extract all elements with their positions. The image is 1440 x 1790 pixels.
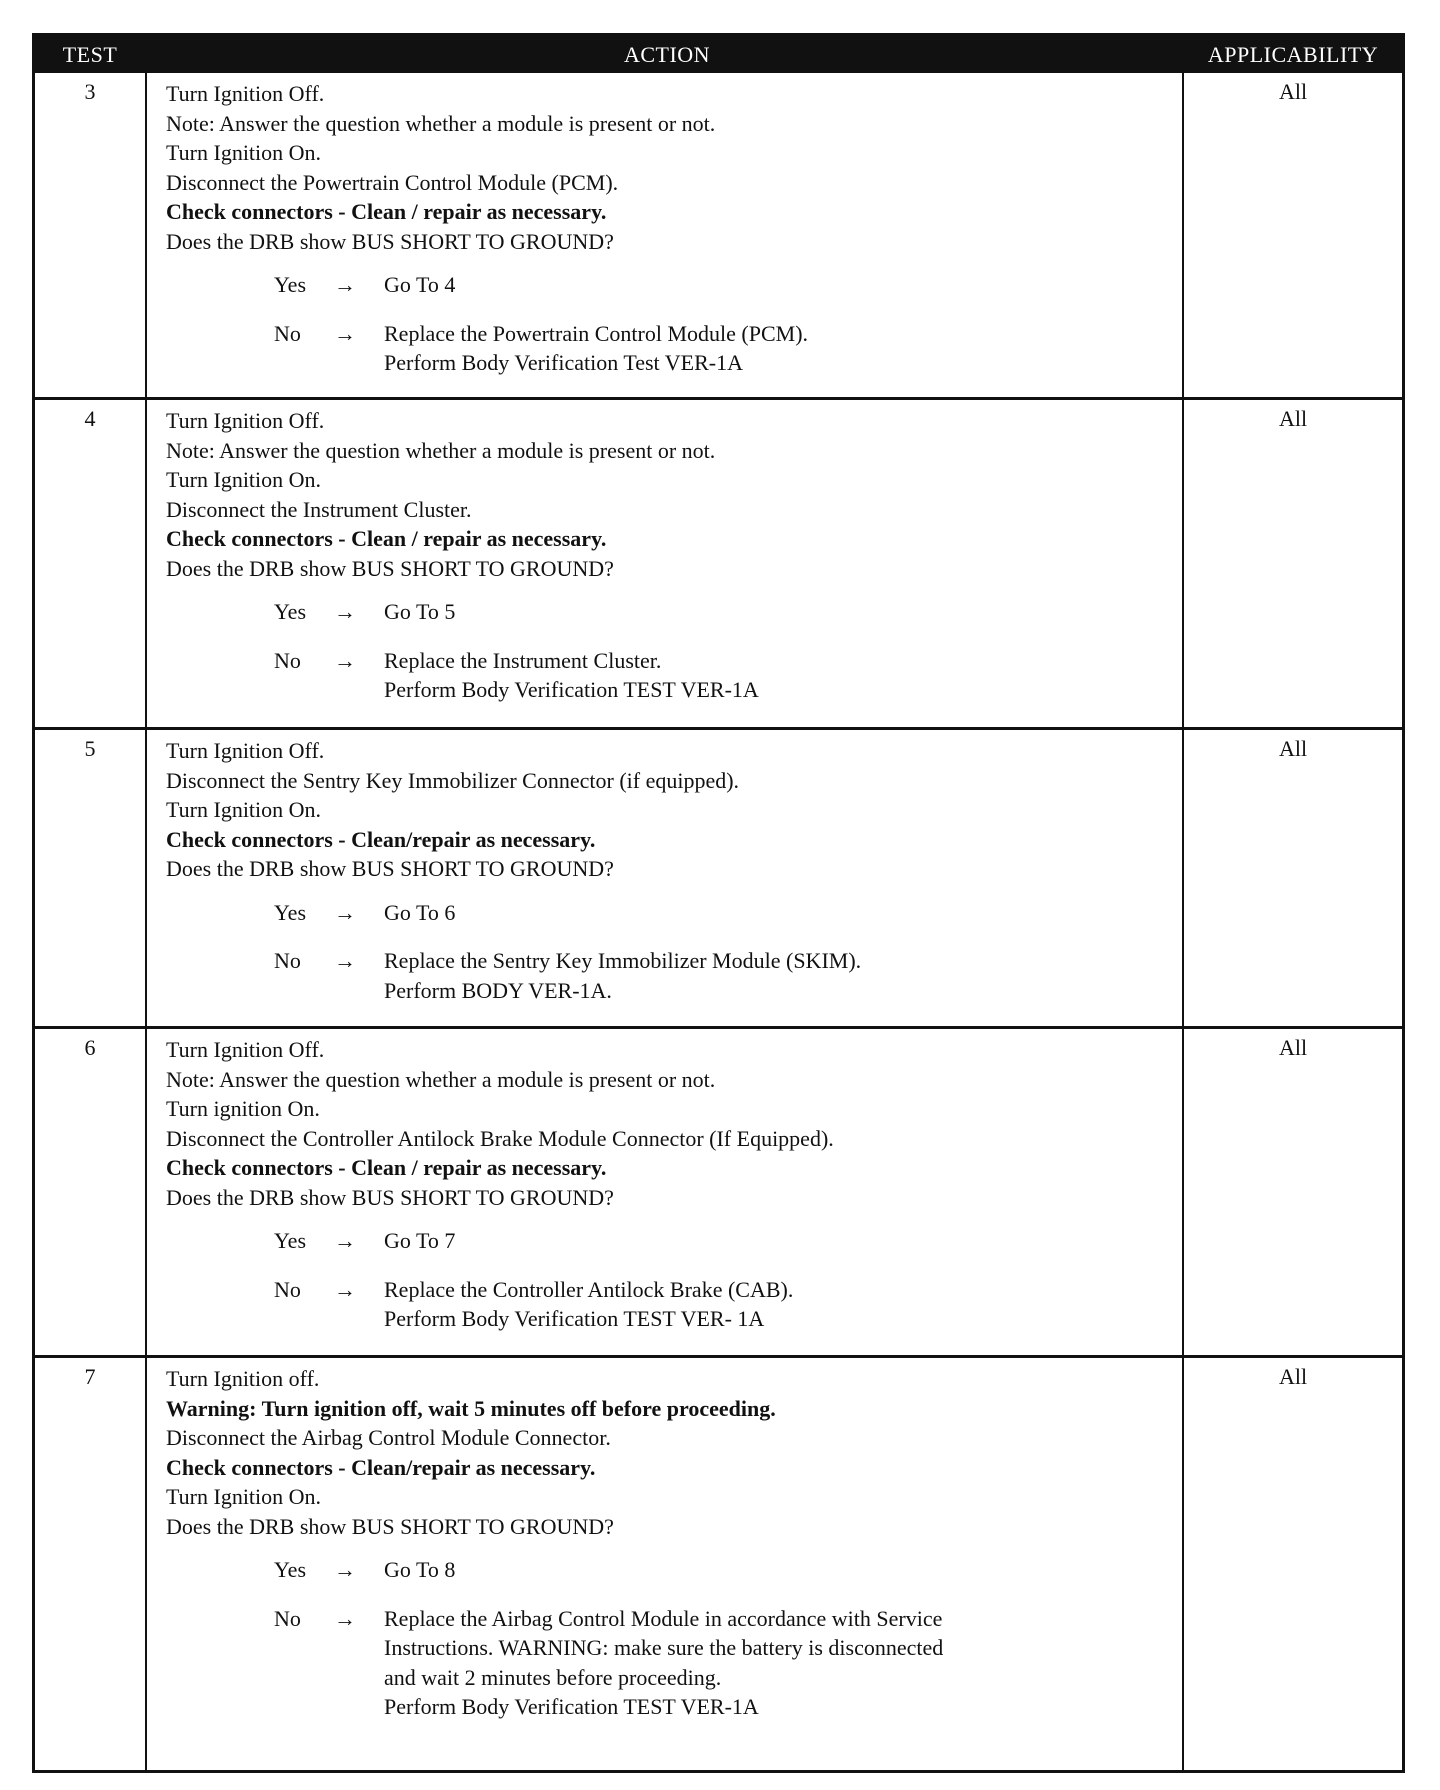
action-step: Turn ignition On. bbox=[166, 1096, 320, 1121]
no-result-line: Perform Body Verification TEST VER- 1A bbox=[384, 1306, 765, 1331]
choices bbox=[274, 898, 1166, 1006]
action-cell bbox=[166, 1035, 1166, 1334]
no-result-line: and wait 2 minutes before proceeding. bbox=[384, 1664, 722, 1690]
yes-result bbox=[384, 1226, 1166, 1256]
test-number: 7 bbox=[84, 1364, 96, 1389]
action-step: Does the DRB show BUS SHORT TO GROUND? bbox=[166, 555, 614, 581]
action-step-bold: Check connectors - Clean/repair as necessary. bbox=[166, 1454, 596, 1480]
action-step-bold: Check connectors - Clean / repair as necessary. bbox=[166, 526, 607, 551]
action-cell bbox=[166, 1364, 1166, 1722]
action-step: Does the DRB show BUS SHORT TO GROUND? bbox=[166, 1184, 614, 1210]
no-result-line: Perform Body Verification TEST VER-1A bbox=[384, 677, 759, 702]
yes-result-line: Go To 5 bbox=[384, 599, 456, 624]
arrow-icon: → bbox=[334, 948, 356, 973]
no-branch bbox=[274, 1275, 1166, 1334]
yes-result-line: Go To 4 bbox=[384, 272, 456, 297]
arrow-icon: → bbox=[334, 1605, 356, 1631]
table-row bbox=[35, 1029, 1402, 1358]
arrow-icon: → bbox=[334, 1228, 356, 1253]
action-step: Does the DRB show BUS SHORT TO GROUND? bbox=[166, 856, 614, 881]
test-number: 4 bbox=[84, 406, 96, 431]
no-result bbox=[384, 1604, 1166, 1722]
no-label: No bbox=[274, 647, 301, 673]
header-applicability: APPLICABILITY bbox=[1207, 42, 1379, 67]
yes-label: Yes bbox=[274, 272, 307, 297]
no-result bbox=[384, 646, 1166, 705]
yes-label: Yes bbox=[274, 1557, 307, 1582]
action-cell bbox=[166, 79, 1166, 378]
action-step: Note: Answer the question whether a module is present or not. bbox=[166, 1066, 716, 1092]
yes-branch bbox=[274, 270, 1166, 300]
yes-result bbox=[384, 1555, 1166, 1585]
action-step: Turn Ignition On. bbox=[166, 467, 322, 492]
no-label: No bbox=[274, 320, 301, 346]
action-step: Disconnect the Airbag Control Module Connector. bbox=[166, 1425, 611, 1450]
yes-branch bbox=[274, 1555, 1166, 1585]
choices bbox=[274, 597, 1166, 705]
table-row bbox=[35, 1358, 1402, 1770]
table-row bbox=[35, 730, 1402, 1029]
no-branch bbox=[274, 646, 1166, 705]
action-step: Note: Answer the question whether a module is present or not. bbox=[166, 437, 716, 463]
table-row bbox=[35, 400, 1402, 730]
arrow-icon: → bbox=[334, 1557, 356, 1582]
table-header bbox=[35, 36, 1402, 73]
header-action: ACTION bbox=[623, 42, 711, 67]
arrow-icon: → bbox=[334, 320, 356, 346]
yes-branch bbox=[274, 597, 1166, 627]
action-step: Turn Ignition Off. bbox=[166, 81, 325, 106]
no-result-line: Perform Body Verification TEST VER-1A bbox=[384, 1694, 759, 1719]
action-cell bbox=[166, 406, 1166, 705]
action-cell bbox=[166, 736, 1166, 1005]
no-result-line: Perform BODY VER-1A. bbox=[384, 977, 612, 1003]
action-step: Disconnect the Instrument Cluster. bbox=[166, 496, 472, 522]
arrow-icon: → bbox=[334, 1276, 356, 1302]
yes-result-line: Go To 6 bbox=[384, 899, 456, 925]
action-step: Turn Ignition On. bbox=[166, 140, 322, 165]
arrow-icon: → bbox=[334, 599, 356, 624]
test-number: 3 bbox=[84, 79, 96, 104]
action-step: Disconnect the Sentry Key Immobilizer Connector (if equipped). bbox=[166, 767, 740, 793]
applicability: All bbox=[1278, 79, 1308, 104]
no-result-line: Replace the Powertrain Control Module (PCM). bbox=[384, 320, 809, 346]
no-label: No bbox=[274, 1276, 301, 1302]
yes-branch bbox=[274, 898, 1166, 928]
yes-label: Yes bbox=[274, 599, 307, 624]
action-step-bold: Warning: Turn ignition off, wait 5 minutes off before proceeding. bbox=[166, 1395, 776, 1421]
header-test: TEST bbox=[62, 42, 118, 67]
arrow-icon: → bbox=[334, 272, 356, 297]
test-number: 6 bbox=[84, 1035, 96, 1060]
action-step: Turn Ignition Off. bbox=[166, 738, 325, 763]
action-step-bold: Check connectors - Clean / repair as necessary. bbox=[166, 1155, 607, 1180]
applicability: All bbox=[1278, 736, 1308, 761]
applicability: All bbox=[1278, 406, 1308, 431]
no-result bbox=[384, 946, 1166, 1005]
no-result-line: Replace the Instrument Cluster. bbox=[384, 647, 662, 673]
diagnostic-table bbox=[32, 33, 1405, 1773]
no-label: No bbox=[274, 1605, 301, 1631]
no-branch bbox=[274, 946, 1166, 1005]
action-step: Turn Ignition On. bbox=[166, 1484, 322, 1509]
no-result-line: Perform Body Verification Test VER-1A bbox=[384, 350, 743, 375]
no-result bbox=[384, 319, 1166, 378]
table-row bbox=[35, 73, 1402, 400]
choices bbox=[274, 1555, 1166, 1722]
no-result bbox=[384, 1275, 1166, 1334]
yes-result-line: Go To 8 bbox=[384, 1557, 456, 1582]
action-step: Note: Answer the question whether a module is present or not. bbox=[166, 110, 716, 136]
yes-label: Yes bbox=[274, 899, 307, 925]
action-step: Turn Ignition off. bbox=[166, 1366, 320, 1391]
action-step: Disconnect the Controller Antilock Brake Module Connector (If Equipped). bbox=[166, 1125, 834, 1151]
action-step: Turn Ignition Off. bbox=[166, 1037, 325, 1062]
no-label: No bbox=[274, 948, 301, 973]
no-branch bbox=[274, 1604, 1166, 1722]
no-result-line: Replace the Controller Antilock Brake (CAB). bbox=[384, 1276, 794, 1302]
no-result-line: Instructions. WARNING: make sure the battery is disconnected bbox=[384, 1635, 944, 1660]
action-step-bold: Check connectors - Clean / repair as necessary. bbox=[166, 199, 607, 224]
no-result-line: Replace the Airbag Control Module in accordance with Service bbox=[384, 1605, 943, 1631]
applicability: All bbox=[1278, 1364, 1308, 1389]
yes-result bbox=[384, 597, 1166, 627]
choices bbox=[274, 270, 1166, 378]
yes-result-line: Go To 7 bbox=[384, 1228, 456, 1253]
action-step: Turn Ignition On. bbox=[166, 797, 322, 822]
test-number: 5 bbox=[84, 736, 96, 761]
action-step-bold: Check connectors - Clean/repair as necessary. bbox=[166, 826, 596, 852]
yes-result bbox=[384, 898, 1166, 928]
yes-label: Yes bbox=[274, 1228, 307, 1253]
action-step: Does the DRB show BUS SHORT TO GROUND? bbox=[166, 1513, 614, 1539]
no-result-line: Replace the Sentry Key Immobilizer Module (SKIM). bbox=[384, 948, 862, 973]
action-step: Turn Ignition Off. bbox=[166, 408, 325, 433]
no-branch bbox=[274, 319, 1166, 378]
arrow-icon: → bbox=[334, 647, 356, 673]
choices bbox=[274, 1226, 1166, 1334]
yes-branch bbox=[274, 1226, 1166, 1256]
action-step: Does the DRB show BUS SHORT TO GROUND? bbox=[166, 228, 614, 254]
applicability: All bbox=[1278, 1035, 1308, 1060]
yes-result bbox=[384, 270, 1166, 300]
action-step: Disconnect the Powertrain Control Module (PCM). bbox=[166, 169, 619, 195]
arrow-icon: → bbox=[334, 899, 356, 925]
